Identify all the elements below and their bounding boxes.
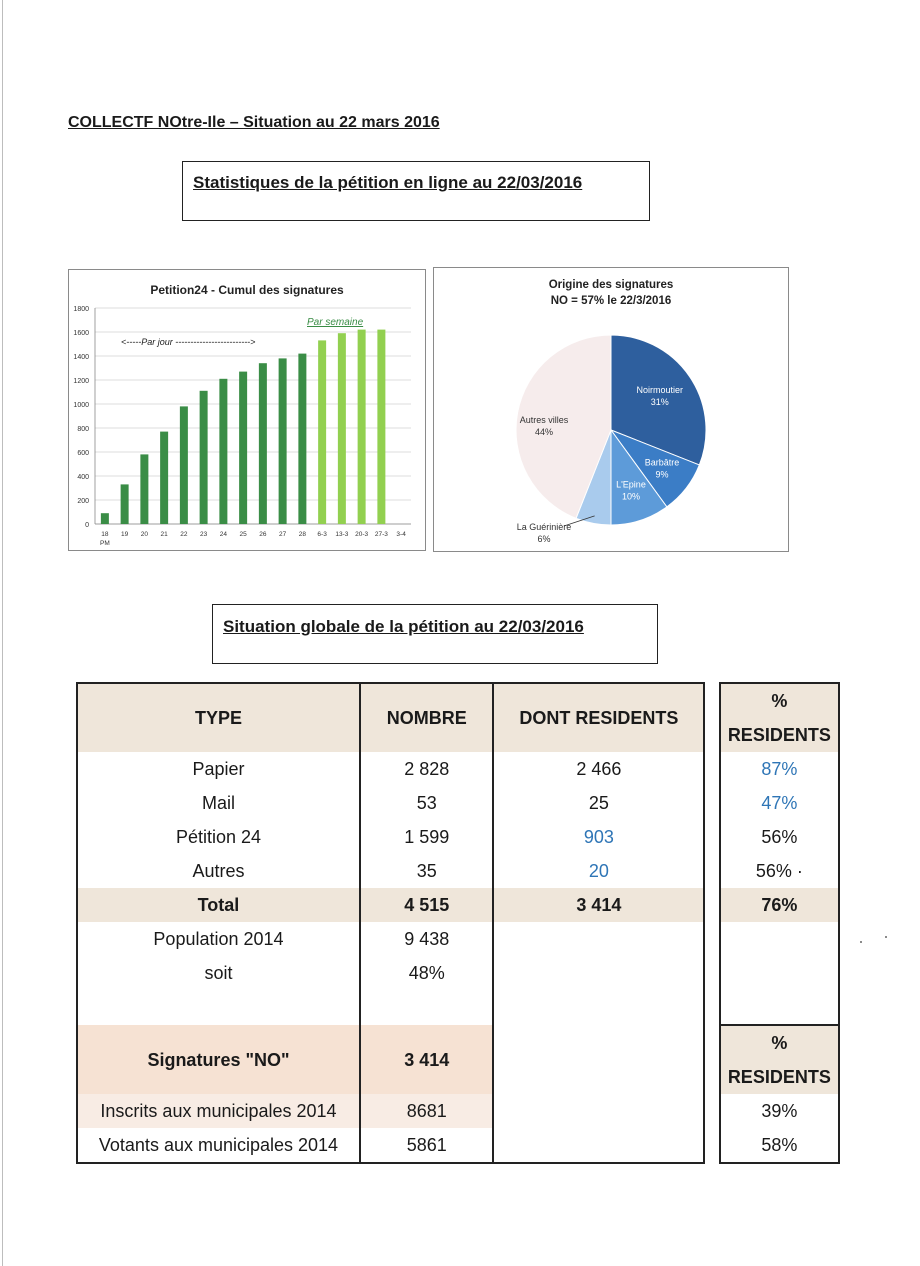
table-row [77,820,839,854]
header-nombre: NOMBRE [360,683,494,752]
population-row [77,922,839,956]
pie-title: Origine des signatures [548,279,674,291]
x-tick-label: 18 [101,531,109,538]
x-tick-label: 25 [239,531,247,538]
signatures-no-value: 3 414 [360,1025,494,1094]
pie-chart-frame [433,267,789,552]
bar [298,354,306,524]
row-type: Mail [77,786,360,820]
spacer-row [77,990,839,1025]
x-tick-label: 27-3 [374,531,388,538]
document-title: COLLECTF NOtre-Ile – Situation au 22 mars 2016 [68,114,440,131]
total-residents: 3 414 [493,888,704,922]
pie-pct-label: 31% [650,396,669,407]
scan-speck [860,941,862,943]
bar [101,513,109,524]
stats-title: Statistiques de la pétition en ligne au 22/03/2016 [193,173,583,192]
x-tick-label: 21 [160,531,168,538]
population-label: Population 2014 [77,922,360,956]
total-nombre: 4 515 [360,888,494,922]
pie-label: L'Epine [616,479,646,490]
votants-pct: 58% [720,1128,839,1163]
bar [338,333,346,524]
x-tick-label: 26 [259,531,267,538]
votants-value: 5861 [360,1128,494,1163]
row-pct: 56% · [720,854,839,888]
bar-chart [69,270,425,550]
soit-label: soit [77,956,360,990]
votants-row [77,1128,839,1163]
bar [160,432,168,524]
table-row [77,854,839,888]
pie-pct-label: 6% [537,534,551,544]
x-tick-label: 13-3 [335,531,349,538]
y-tick-label: 1800 [73,306,89,313]
pie-label: Noirmoutier [636,384,683,395]
x-tick-label-pm: PM [100,540,110,547]
y-tick-label: 400 [77,474,89,481]
x-tick-label: 20-3 [355,531,369,538]
annotation-par-semaine: Par semaine [307,317,364,328]
x-tick-label: 24 [219,531,227,538]
x-tick-label: 3-4 [396,531,406,538]
bar [377,330,385,524]
row-nombre: 1 599 [360,820,494,854]
x-tick-label: 22 [180,531,188,538]
header-pct-residents: % RESIDENTS [720,683,839,752]
y-tick-label: 800 [77,426,89,433]
bar [259,363,267,524]
row-nombre: 2 828 [360,752,494,786]
inscrits-row [77,1094,839,1128]
bar [219,379,227,524]
inscrits-pct: 39% [720,1094,839,1128]
row-type: Papier [77,752,360,786]
signatures-no-row [77,1025,839,1094]
total-row [77,888,839,922]
bar [180,406,188,524]
votants-label: Votants aux municipales 2014 [77,1128,360,1163]
page-edge [2,0,3,1266]
soit-row [77,956,839,990]
pie-chart [434,268,788,551]
annotation-par-jour: <-----Par jour -------------------------> [121,337,256,347]
pie-subtitle: NO = 57% le 22/3/2016 [550,295,672,307]
x-tick-label: 28 [298,531,306,538]
total-label: Total [77,888,360,922]
y-tick-label: 0 [85,522,89,529]
x-tick-label: 23 [200,531,208,538]
row-pct: 47% [720,786,839,820]
table-row [77,786,839,820]
bar [140,454,148,524]
row-nombre: 53 [360,786,494,820]
pie-pct-label: 10% [621,491,640,502]
pie-label: Autres villes [519,415,569,425]
bar [279,358,287,524]
bar [318,340,326,524]
pie-label: La Guérinière [516,522,572,532]
row-type: Autres [77,854,360,888]
y-tick-label: 1600 [73,330,89,337]
header-type: TYPE [77,683,360,752]
y-tick-label: 600 [77,450,89,457]
x-tick-label: 19 [121,531,129,538]
row-nombre: 35 [360,854,494,888]
x-tick-label: 27 [279,531,287,538]
signatures-no-pct-header: % RESIDENTS [720,1025,839,1094]
row-type: Pétition 24 [77,820,360,854]
header-dont-residents: DONT RESIDENTS [493,683,704,752]
inscrits-value: 8681 [360,1094,494,1128]
row-residents: 903 [493,820,704,854]
inscrits-label: Inscrits aux municipales 2014 [77,1094,360,1128]
bar [358,330,366,524]
y-tick-label: 1200 [73,378,89,385]
x-tick-label: 20 [140,531,148,538]
population-value: 9 438 [360,922,494,956]
bar-chart-frame [68,269,426,551]
global-title-box [212,604,658,664]
chart-title: Petition24 - Cumul des signatures [150,283,344,297]
signatures-no-label: Signatures "NO" [77,1025,360,1094]
x-tick-label: 6-3 [317,531,327,538]
petition-table [76,682,840,1164]
bar [121,484,129,524]
row-residents: 20 [493,854,704,888]
total-pct: 76% [720,888,839,922]
row-pct: 56% [720,820,839,854]
stats-title-box [182,161,650,221]
bar [200,391,208,524]
row-residents: 25 [493,786,704,820]
scan-speck [885,936,887,938]
pie-pct-label: 44% [534,427,554,437]
table-row [77,752,839,786]
global-title: Situation globale de la pétition au 22/03/2016 [223,617,584,636]
y-tick-label: 200 [77,498,89,505]
pie-pct-label: 9% [655,469,669,480]
row-residents: 2 466 [493,752,704,786]
bar [239,372,247,524]
pie-label: Barbâtre [644,457,680,468]
y-tick-label: 1000 [73,402,89,409]
y-tick-label: 1400 [73,354,89,361]
soit-value: 48% [360,956,494,990]
row-pct: 87% [720,752,839,786]
